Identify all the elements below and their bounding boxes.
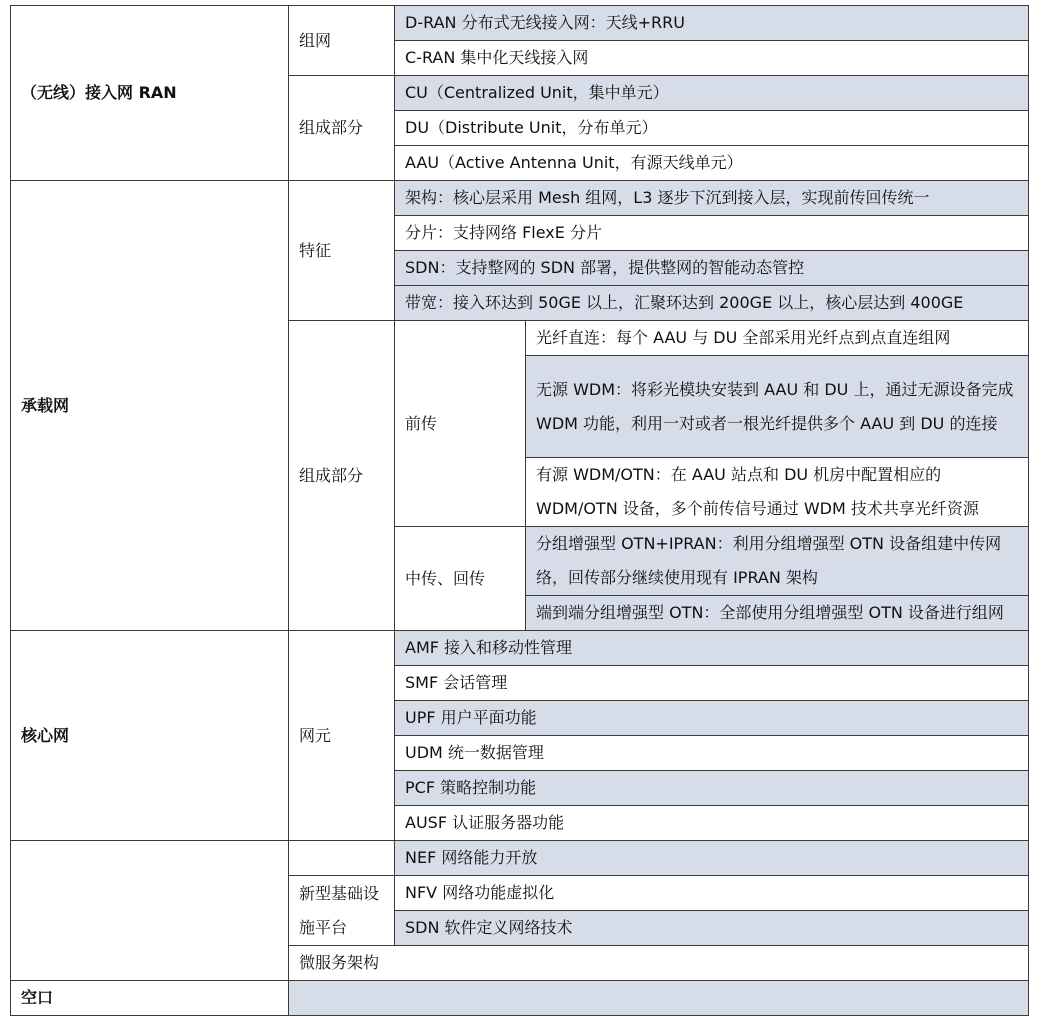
infra-platform-label: 新型基础设施平台 [289, 876, 395, 946]
bearer-section-label: 承载网 [11, 181, 289, 631]
midhaul-item: 端到端分组增强型 OTN：全部使用分组增强型 OTN 设备进行组网 [526, 596, 1029, 631]
bearer-feature-item: SDN：支持整网的 SDN 部署，提供整网的智能动态管控 [395, 251, 1029, 286]
ran-networking-item: C-RAN 集中化天线接入网 [395, 41, 1029, 76]
ran-section-label: （无线）接入网 RAN [11, 6, 289, 181]
bearer-feature-item: 带宽：接入环达到 50GE 以上，汇聚环达到 200GE 以上，核心层达到 400GE [395, 286, 1029, 321]
infra-microservice: 微服务架构 [289, 946, 1029, 981]
core-nf-item: UDM 统一数据管理 [395, 736, 1029, 771]
core-nf-item: AUSF 认证服务器功能 [395, 806, 1029, 841]
air-section-label: 空口 [11, 981, 289, 1016]
bearer-feature-item: 架构：核心层采用 Mesh 组网，L3 逐步下沉到接入层，实现前传回传统一 [395, 181, 1029, 216]
infra-empty-cell [289, 841, 395, 876]
midhaul-item: 分组增强型 OTN+IPRAN：利用分组增强型 OTN 设备组建中传网络，回传部分继续使用现有 IPRAN 架构 [526, 527, 1029, 596]
fronthaul-item: 有源 WDM/OTN：在 AAU 站点和 DU 机房中配置相应的 WDM/OTN 设备，多个前传信号通过 WDM 技术共享光纤资源 [526, 458, 1029, 527]
fronthaul-item: 无源 WDM：将彩光模块安装到 AAU 和 DU 上，通过无源设备完成 WDM 功能，利用一对或者一根光纤提供多个 AAU 到 DU 的连接 [526, 356, 1029, 458]
bearer-features-label: 特征 [289, 181, 395, 321]
fronthaul-label: 前传 [395, 321, 526, 527]
core-nf-item: SMF 会话管理 [395, 666, 1029, 701]
air-empty-cell [289, 981, 1029, 1016]
fronthaul-item: 光纤直连：每个 AAU 与 DU 全部采用光纤点到点直连组网 [526, 321, 1029, 356]
core-nf-item: PCF 策略控制功能 [395, 771, 1029, 806]
bearer-feature-item: 分片：支持网络 FlexE 分片 [395, 216, 1029, 251]
core-nf-label: 网元 [289, 631, 395, 841]
ran-components-label: 组成部分 [289, 76, 395, 181]
midhaul-label: 中传、回传 [395, 527, 526, 631]
infra-section-label [11, 841, 289, 981]
ran-component-item: AAU（Active Antenna Unit，有源天线单元） [395, 146, 1029, 181]
ran-component-item: CU（Centralized Unit，集中单元） [395, 76, 1029, 111]
ran-component-item: DU（Distribute Unit，分布单元） [395, 111, 1029, 146]
core-section-label: 核心网 [11, 631, 289, 841]
infra-platform-item: NFV 网络功能虚拟化 [395, 876, 1029, 911]
core-nf-item: UPF 用户平面功能 [395, 701, 1029, 736]
infra-platform-item: SDN 软件定义网络技术 [395, 911, 1029, 946]
ran-networking-label: 组网 [289, 6, 395, 76]
core-nf-item: AMF 接入和移动性管理 [395, 631, 1029, 666]
ran-networking-item: D-RAN 分布式无线接入网：天线+RRU [395, 6, 1029, 41]
infra-item: NEF 网络能力开放 [395, 841, 1029, 876]
bearer-components-label: 组成部分 [289, 321, 395, 631]
network-architecture-table [10, 5, 1029, 1016]
